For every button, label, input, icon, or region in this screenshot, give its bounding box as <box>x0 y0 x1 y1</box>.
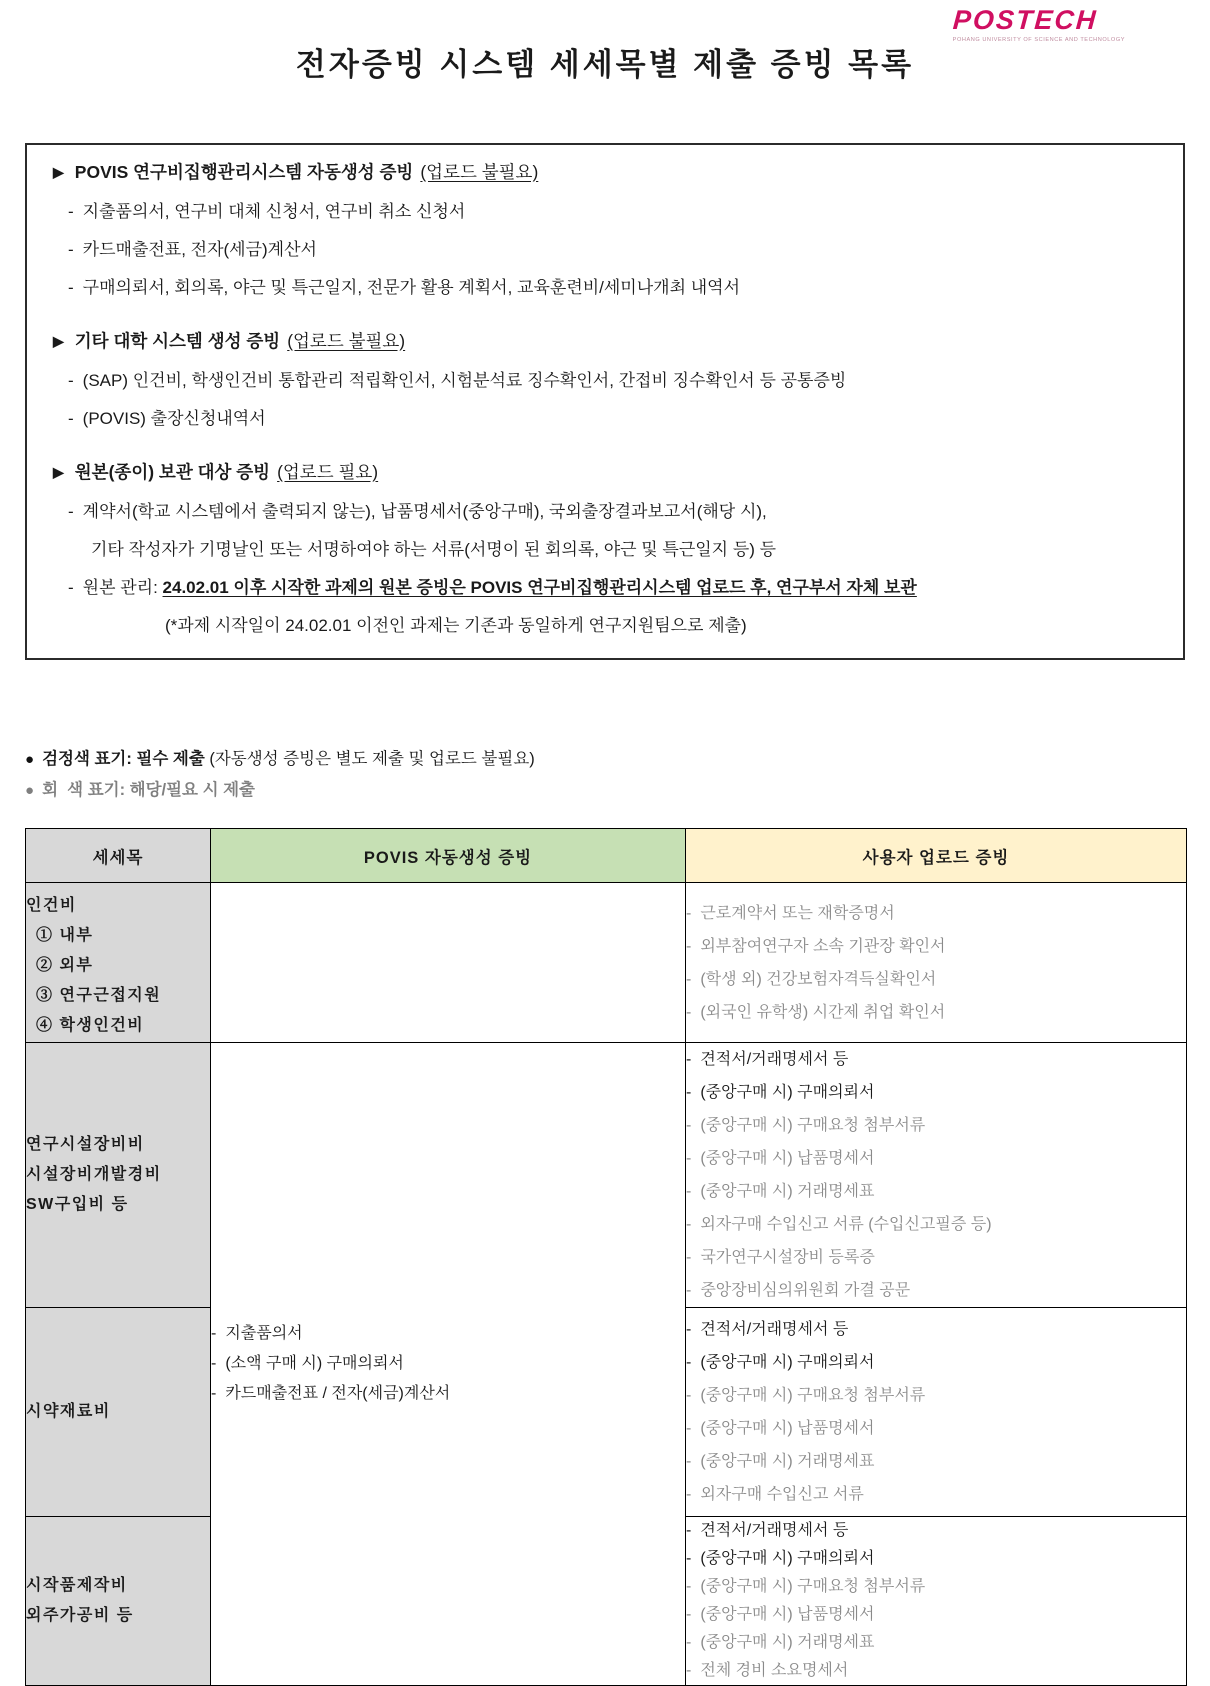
upload-item: - 국가연구시설장비 등록증 <box>686 1241 1186 1274</box>
upload-item: - (중앙구매 시) 거래명세표 <box>686 1175 1186 1208</box>
category-cell <box>26 1043 211 1308</box>
table-header-row <box>26 829 1187 883</box>
section-heading <box>53 459 1157 486</box>
info-section-1 <box>53 159 1157 300</box>
upload-item: - 견적서/거래명세서 등 <box>686 1313 1186 1346</box>
upload-cell <box>686 1308 1187 1517</box>
section-heading-text: 기타 대학 시스템 생성 증빙 <box>74 331 281 351</box>
legend-required-note: (자동생성 증빙은 별도 제출 및 업로드 불필요) <box>204 750 535 768</box>
info-section-2 <box>53 328 1157 431</box>
postech-logo-wordmark: POSTECH <box>951 5 1099 35</box>
upload-item: - (중앙구매 시) 납품명세서 <box>686 1601 1186 1629</box>
category-line: 인건비 <box>26 897 77 914</box>
section-upload-note: (업로드 불필요) <box>420 162 539 182</box>
upload-item: - (중앙구매 시) 구매요청 첨부서류 <box>686 1573 1186 1601</box>
box-item-text: 기타 작성자가 기명날인 또는 서명하여야 하는 서류(서명이 된 회의록, 야근 및 특근일지 등) 등 <box>91 540 777 559</box>
dash-bullet-icon <box>68 238 83 262</box>
dash-bullet-icon <box>68 407 83 431</box>
upload-item: - 외자구매 수입신고 서류 <box>686 1478 1186 1511</box>
box-item <box>91 538 1157 562</box>
box-item <box>68 500 1157 524</box>
box-item-text: 지출품의서, 연구비 대체 신청서, 연구비 취소 신청서 <box>82 202 466 221</box>
header-user-upload-evidence: 사용자 업로드 증빙 <box>686 829 1187 883</box>
upload-item: - (중앙구매 시) 납품명세서 <box>686 1142 1186 1175</box>
category-line: ④ 학생인건비 <box>36 1017 145 1034</box>
section-upload-note: (업로드 필요) <box>277 462 379 482</box>
triangle-bullet-icon <box>53 459 75 486</box>
dash-bullet-icon <box>68 276 83 300</box>
section-upload-note: (업로드 불필요) <box>287 331 406 351</box>
document-page <box>25 0 1185 1686</box>
upload-item: - (학생 외) 건강보험자격득실확인서 <box>686 963 1186 996</box>
category-line: 외주가공비 등 <box>26 1607 134 1624</box>
origin-emphasis: 24.02.01 이후 시작한 과제의 원본 증빙은 POVIS 연구비집행관리시스템 업로드 후, 연구부서 자체 보관 <box>162 578 917 597</box>
upload-item: - 견적서/거래명세서 등 <box>686 1517 1186 1545</box>
upload-cell <box>686 1043 1187 1308</box>
legend-required-label: 검정색 표기: 필수 제출 <box>42 750 205 768</box>
origin-note: (*과제 시작일이 24.02.01 이전인 과제는 기존과 동일하게 연구지원팀으로 제출) <box>165 616 747 635</box>
upload-item: - (중앙구매 시) 구매의뢰서 <box>686 1545 1186 1573</box>
category-line: 시작품제작비 <box>26 1577 128 1594</box>
box-item <box>68 276 1157 300</box>
upload-item: - (중앙구매 시) 구매요청 첨부서류 <box>686 1379 1186 1412</box>
povis-cell-empty <box>211 883 686 1043</box>
category-line: 시약재료비 <box>26 1403 111 1420</box>
box-item-text: 계약서(학교 시스템에서 출력되지 않는), 납품명세서(중앙구매), 국외출장결과보고서(해당 시), <box>82 502 767 521</box>
dash-bullet-icon <box>68 200 83 224</box>
dash-bullet-icon <box>68 576 83 600</box>
category-line: SW구입비 등 <box>26 1196 129 1213</box>
section-heading <box>53 328 1157 355</box>
upload-item: - 외부참여연구자 소속 기관장 확인서 <box>686 930 1186 963</box>
origin-prefix: 원본 관리: <box>82 578 163 597</box>
box-item-text: 구매의뢰서, 회의록, 야근 및 특근일지, 전문가 활용 계획서, 교육훈련비/세미나개최 내역서 <box>82 278 740 297</box>
category-line: ③ 연구근접지원 <box>36 987 162 1004</box>
dash-bullet-icon <box>68 369 83 393</box>
header-subcategory: 세세목 <box>26 829 211 883</box>
triangle-bullet-icon <box>53 159 75 186</box>
upload-item: - 근로계약서 또는 재학증명서 <box>686 897 1186 930</box>
table-row <box>26 883 1187 1043</box>
upload-item: - (중앙구매 시) 구매의뢰서 <box>686 1346 1186 1379</box>
evidence-info-box <box>25 143 1185 660</box>
category-line: 시설장비개발경비 <box>26 1166 162 1183</box>
upload-item: - (외국인 유학생) 시간제 취업 확인서 <box>686 996 1186 1029</box>
upload-item: - (중앙구매 시) 거래명세표 <box>686 1629 1186 1657</box>
upload-item: - (중앙구매 시) 거래명세표 <box>686 1445 1186 1478</box>
legend-optional-line <box>25 775 1185 806</box>
info-section-3 <box>53 459 1157 638</box>
dash-bullet-icon <box>68 500 83 524</box>
upload-item: - 견적서/거래명세서 등 <box>686 1043 1186 1076</box>
box-item <box>68 369 1157 393</box>
category-cell <box>26 1308 211 1517</box>
category-line: ① 내부 <box>36 927 94 944</box>
box-item <box>68 200 1157 224</box>
category-line: 연구시설장비비 <box>26 1136 145 1153</box>
section-heading <box>53 159 1157 186</box>
legend-optional-label: 회 색 표기: 해당/필요 시 제출 <box>42 781 255 799</box>
povis-item: - 지출품의서 <box>211 1319 685 1349</box>
section-heading-text: POVIS 연구비집행관리시스템 자동생성 증빙 <box>74 162 414 182</box>
black-circle-icon <box>25 744 34 775</box>
evidence-table <box>25 828 1187 1686</box>
category-line: ② 외부 <box>36 957 94 974</box>
upload-item: - (중앙구매 시) 구매의뢰서 <box>686 1076 1186 1109</box>
section-heading-text: 원본(종이) 보관 대상 증빙 <box>74 462 271 482</box>
postech-logo <box>953 7 1125 43</box>
box-item-text: 카드매출전표, 전자(세금)계산서 <box>82 240 317 259</box>
origin-management-item <box>68 576 1157 600</box>
header-povis-auto-evidence: POVIS 자동생성 증빙 <box>211 829 686 883</box>
category-cell <box>26 883 211 1043</box>
box-item-text: (POVIS) 출장신청내역서 <box>82 409 266 428</box>
upload-item: - (중앙구매 시) 납품명세서 <box>686 1412 1186 1445</box>
page-title: 전자증빙 시스템 세세목별 제출 증빙 목록 <box>295 47 915 82</box>
triangle-bullet-icon <box>53 328 75 355</box>
povis-merged-cell <box>211 1043 686 1686</box>
povis-item: - (소액 구매 시) 구매의뢰서 <box>211 1349 685 1379</box>
box-item <box>68 238 1157 262</box>
upload-item: - 외자구매 수입신고 서류 (수입신고필증 등) <box>686 1208 1186 1241</box>
upload-item: - 중앙장비심의위원회 가결 공문 <box>686 1274 1186 1307</box>
postech-logo-tagline: POHANG UNIVERSITY OF SCIENCE AND TECHNOLOGY <box>952 37 1125 43</box>
category-cell <box>26 1517 211 1686</box>
upload-cell <box>686 1517 1187 1686</box>
box-item-text: (SAP) 인건비, 학생인건비 통합관리 적립확인서, 시험분석료 징수확인서, 간접비 징수확인서 등 공통증빙 <box>82 371 847 390</box>
legend-required-line <box>25 744 1185 775</box>
box-item <box>68 407 1157 431</box>
upload-item: - (중앙구매 시) 구매요청 첨부서류 <box>686 1109 1186 1142</box>
upload-cell <box>686 883 1187 1043</box>
table-row <box>26 1043 1187 1308</box>
legend <box>25 744 1185 806</box>
upload-item: - 전체 경비 소요명세서 <box>686 1657 1186 1685</box>
gray-circle-icon <box>25 775 34 806</box>
povis-item: - 카드매출전표 / 전자(세금)계산서 <box>211 1379 685 1409</box>
